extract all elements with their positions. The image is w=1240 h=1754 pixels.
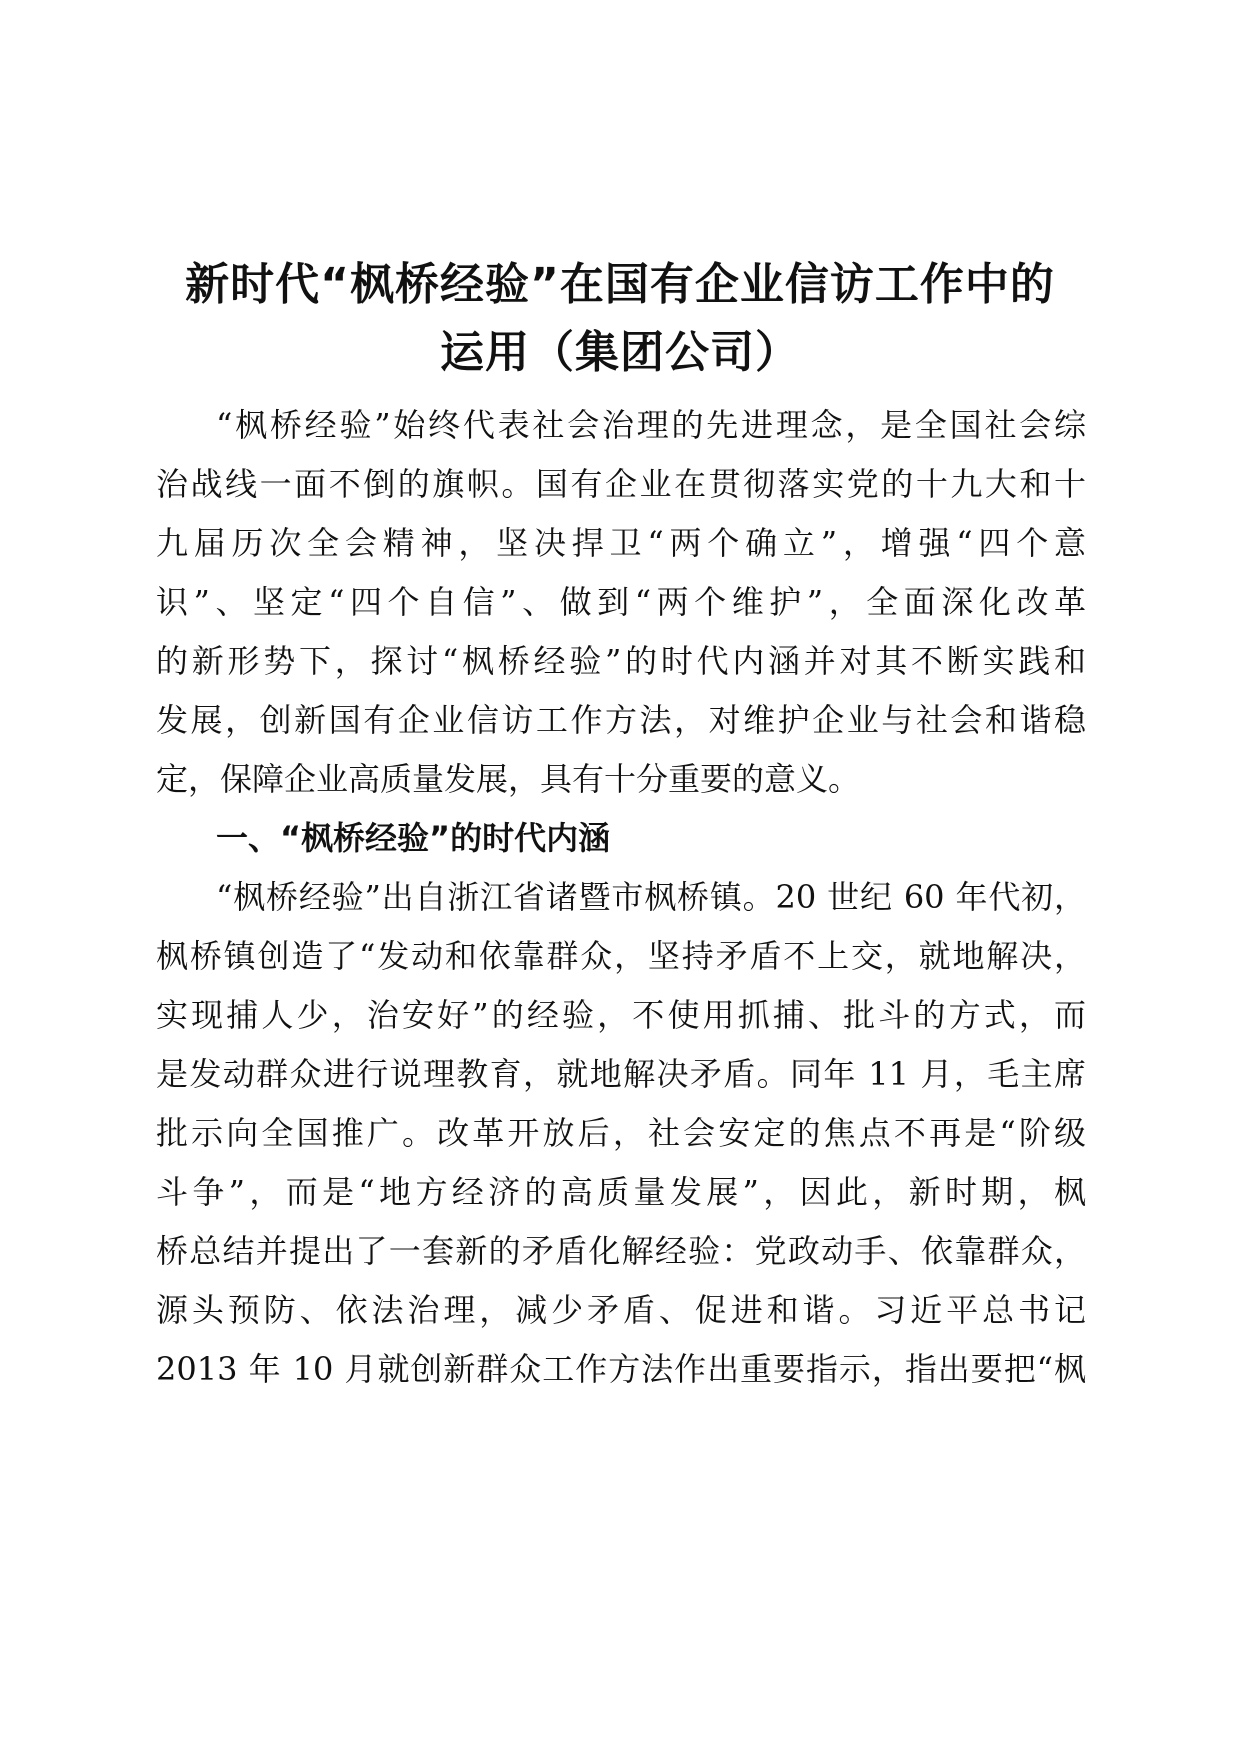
- section-paragraph-line: 批示向全国推广。改革开放后，社会安定的焦点不再是“阶级: [156, 1114, 1086, 1152]
- paragraph-1-line: 定，保障企业高质量发展，具有十分重要的意义。: [156, 760, 861, 798]
- paragraph-1-line: “枫桥经验”始终代表社会治理的先进理念，是全国社会综: [216, 406, 1086, 444]
- section-paragraph-line: 实现捕人少，治安好”的经验，不使用抓捕、批斗的方式，而: [156, 996, 1086, 1034]
- paragraph-1-line: 治战线一面不倒的旗帜。国有企业在贯彻落实党的十九大和十: [156, 465, 1086, 503]
- paragraph-1-line: 九届历次全会精神，坚决捍卫“两个确立”，增强“四个意: [156, 524, 1086, 562]
- section-paragraph-line: 桥总结并提出了一套新的矛盾化解经验：党政动手、依靠群众，: [156, 1232, 1086, 1270]
- paragraph-1-line: 的新形势下，探讨“枫桥经验”的时代内涵并对其不断实践和: [156, 642, 1086, 680]
- paragraph-1-line: 识”、坚定“四个自信”、做到“两个维护”，全面深化改革: [156, 583, 1086, 621]
- section-paragraph-line: 是发动群众进行说理教育，就地解决矛盾。同年 11 月，毛主席: [156, 1055, 1086, 1093]
- document-title-line-1: 新时代“枫桥经验”在国有企业信访工作中的: [185, 259, 1055, 310]
- section-heading: 一、“枫桥经验”的时代内涵: [216, 819, 611, 857]
- section-paragraph-line: “枫桥经验”出自浙江省诸暨市枫桥镇。20 世纪 60 年代初，: [216, 878, 1086, 916]
- section-paragraph-line: 2013 年 10 月就创新群众工作方法作出重要指示，指出要把“枫: [156, 1350, 1086, 1388]
- section-paragraph-line: 源头预防、依法治理，减少矛盾、促进和谐。习近平总书记: [156, 1291, 1086, 1329]
- section-paragraph-line: 斗争”，而是“地方经济的高质量发展”，因此，新时期，枫: [156, 1173, 1086, 1211]
- document-title-line-2: 运用（集团公司）: [440, 327, 800, 378]
- section-paragraph-line: 枫桥镇创造了“发动和依靠群众，坚持矛盾不上交，就地解决，: [156, 937, 1086, 975]
- paragraph-1-line: 发展，创新国有企业信访工作方法，对维护企业与社会和谐稳: [156, 701, 1086, 739]
